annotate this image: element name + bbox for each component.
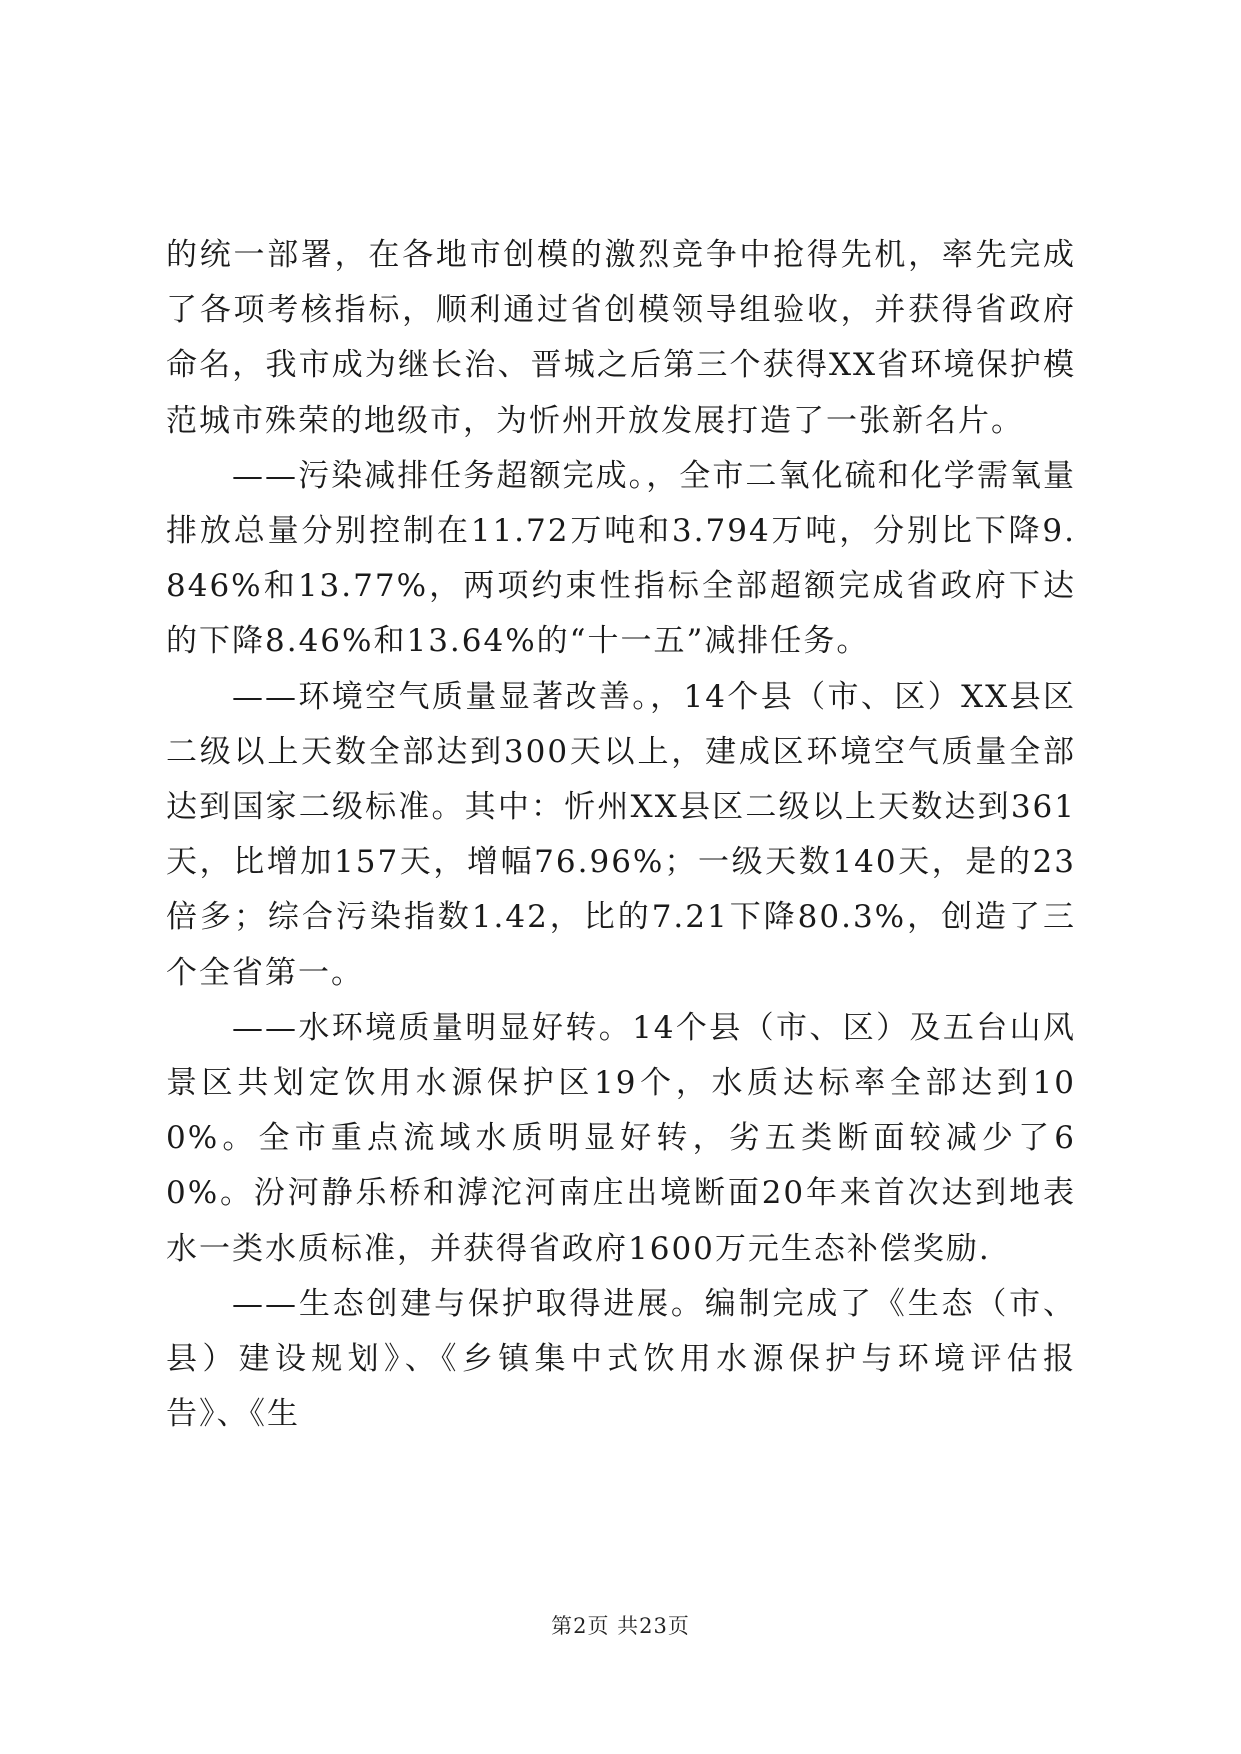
body-text [166,228,1076,1442]
page-number: 第2页 共23页 [551,1614,690,1638]
page-footer [0,1610,1241,1640]
paragraph-continuation: 的统一部署，在各地市创模的激烈竞争中抢得先机，率先完成了各项考核指标，顺利通过省创模领导组验收，并获得省政府命名，我市成为继长治、晋城之后第三个获得XX省环境保护模范城市殊荣的地级市，为忻州开放发展打造了一张新名片。 [166,237,1076,439]
paragraph-pollution-reduction: ——污染减排任务超额完成。，全市二氧化硫和化学需氧量排放总量分别控制在11.72万吨和3.794万吨，分别比下降9.846%和13.77%，两项约束性指标全部超额完成省政府下达的下降8.46%和13.64%的“十一五”减排任务。 [166,457,1076,660]
paragraph-ecology: ——生态创建与保护取得进展。编制完成了《生态（市、县）建设规划》、《乡镇集中式饮用水源保护与环境评估报告》、《生 [166,1285,1076,1433]
paragraph-water-quality: ——水环境质量明显好转。14个县（市、区）及五台山风景区共划定饮用水源保护区19个，水质达标率全部达到100%。全市重点流域水质明显好转，劣五类断面较减少了60%。汾河静乐桥和滹沱河南庄出境断面20年来首次达到地表水一类水质标准，并获得省政府1600万元生态补偿奖励. [166,1009,1076,1267]
paragraph-air-quality: ——环境空气质量显著改善。，14个县（市、区）XX县区二级以上天数全部达到300天以上，建成区环境空气质量全部达到国家二级标准。其中：忻州XX县区二级以上天数达到361天，比增加157天，增幅76.96%；一级天数140天，是的23倍多；综合污染指数1.42，比的7.21下降80.3%，创造了三个全省第一。 [166,678,1076,991]
